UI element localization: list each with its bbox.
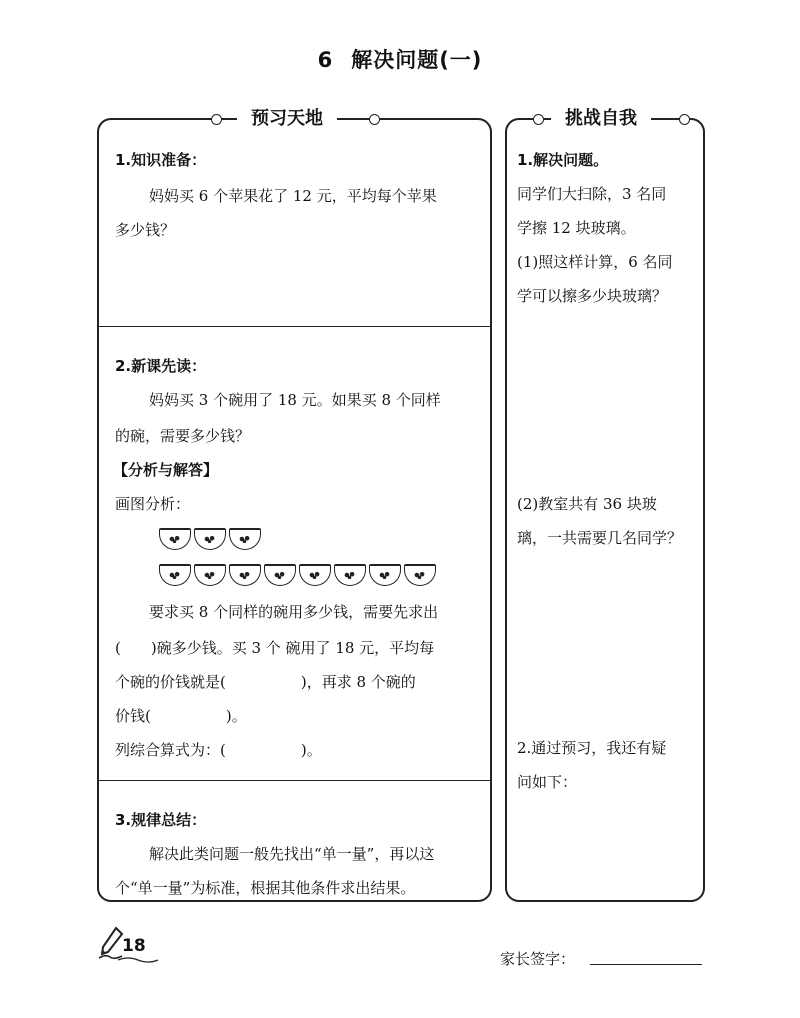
bowl-icon — [194, 528, 226, 550]
q1-sub1-line2: 学可以擦多少块玻璃？ — [517, 287, 668, 305]
bowl-icon — [229, 528, 261, 550]
bowl-icon — [229, 564, 261, 586]
lesson-number: 6 — [317, 48, 334, 72]
bowl-icon — [264, 564, 296, 586]
preview-header: 预习天地 — [237, 107, 337, 131]
section3-line1: 解决此类问题一般先找出“单一量”，再以这 — [149, 845, 435, 863]
analysis-label: 【分析与解答】 — [113, 461, 219, 479]
header-dot-left — [211, 114, 222, 125]
bowl-icon — [299, 564, 331, 586]
bowl-icon — [159, 564, 191, 586]
page-number-underline — [118, 956, 158, 964]
q1-line1: 同学们大扫除，3 名同 — [517, 185, 667, 203]
header-dot-right — [369, 114, 380, 125]
section2-para1: 要求买 8 个同样的碗用多少钱，需要先求出 — [149, 603, 439, 621]
header-dot-left — [533, 114, 544, 125]
preview-panel — [97, 108, 492, 902]
section1-line2: 多少钱？ — [115, 221, 176, 239]
q1-line2: 学擦 12 块玻璃。 — [517, 219, 636, 237]
page-number: 18 — [122, 936, 146, 956]
parent-signature-line[interactable] — [590, 964, 702, 965]
page-title — [0, 44, 800, 74]
challenge-panel — [505, 108, 705, 902]
q2-line2: 问如下： — [517, 773, 578, 791]
q1-sub1-line1: (1)照这样计算，6 名同 — [517, 253, 673, 271]
bowl-icon — [194, 564, 226, 586]
section2-line2: 的碗，需要多少钱？ — [115, 427, 251, 445]
q1-heading: 1.解决问题。 — [517, 151, 609, 169]
section2-formula: 列综合算式为：( )。 — [115, 741, 322, 759]
q1-sub2-line2: 璃，一共需要几名同学？ — [517, 529, 683, 547]
q2-line1: 2.通过预习，我还有疑 — [517, 739, 667, 757]
bowl-icon — [334, 564, 366, 586]
section2-heading: 2.新课先读： — [115, 357, 207, 375]
section2-para2: ( )碗多少钱。买 3 个 碗用了 18 元，平均每 — [115, 639, 435, 657]
bowl-icon — [404, 564, 436, 586]
section1-heading: 1.知识准备： — [115, 151, 207, 169]
challenge-header: 挑战自我 — [551, 107, 651, 131]
parent-signature-label: 家长签字： — [500, 950, 576, 968]
section2-para3: 个碗的价钱就是( )，再求 8 个碗的 — [115, 673, 416, 691]
section3-line2: 个“单一量”为标准，根据其他条件求出结果。 — [115, 879, 416, 897]
lesson-title: 解决问题(一) — [351, 48, 483, 72]
section2-para4: 价钱( )。 — [115, 707, 247, 725]
section1-line1: 妈妈买 6 个苹果花了 12 元，平均每个苹果 — [149, 187, 437, 205]
divider — [99, 326, 490, 327]
q1-sub2-line1: (2)教室共有 36 块玻 — [517, 495, 657, 513]
section2-line1: 妈妈买 3 个碗用了 18 元。如果买 8 个同样 — [149, 391, 441, 409]
header-dot-right — [679, 114, 690, 125]
drawing-label: 画图分析： — [115, 495, 191, 513]
divider — [99, 780, 490, 781]
bowl-icon — [369, 564, 401, 586]
section3-heading: 3.规律总结： — [115, 811, 207, 829]
pencil-icon — [98, 926, 124, 960]
bowl-icon — [159, 528, 191, 550]
